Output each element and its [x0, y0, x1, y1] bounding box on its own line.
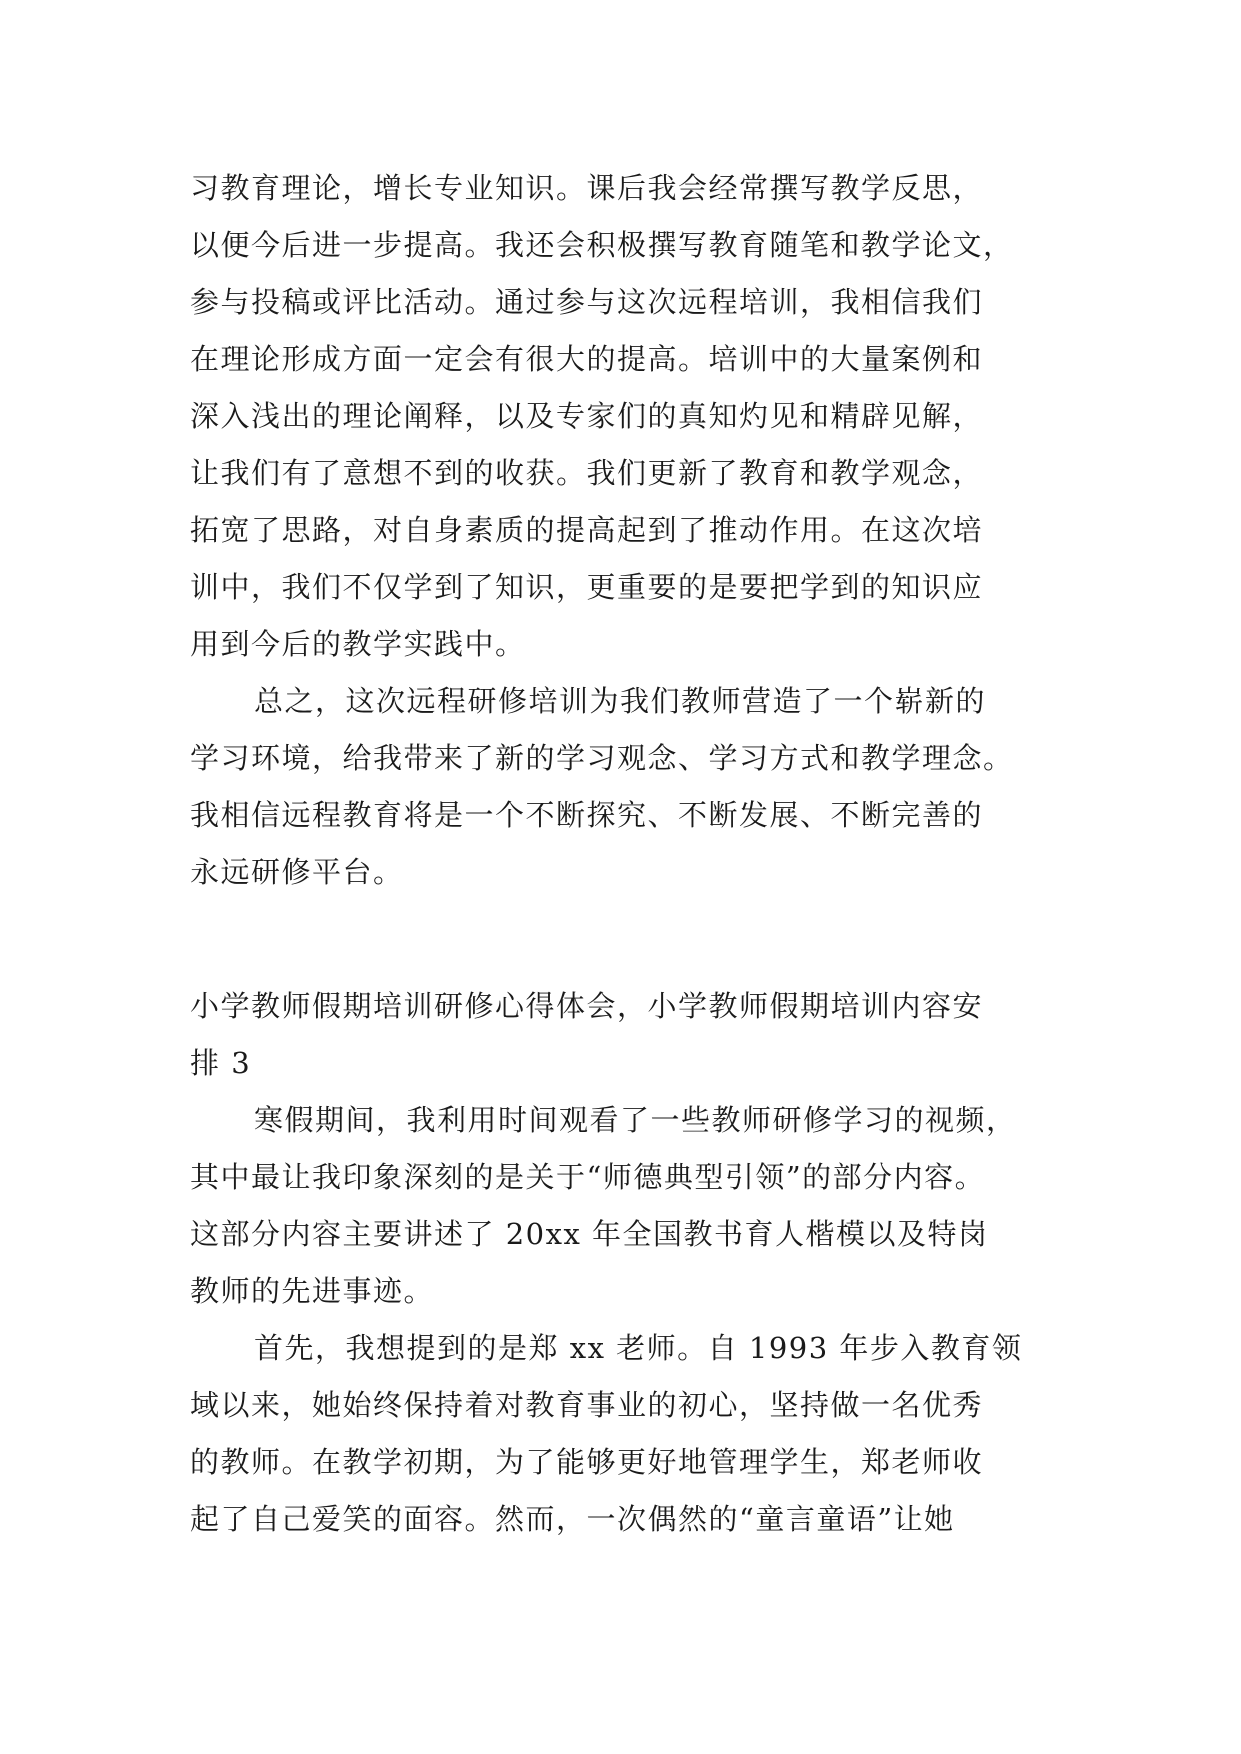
text-line: 永远研修平台。	[190, 855, 404, 889]
text-line: 总之，这次远程研修培训为我们教师营造了一个崭新的	[254, 684, 987, 718]
text-line: 这部分内容主要讲述了 20xx 年全国教书育人楷模以及特岗	[190, 1217, 989, 1251]
text-line: 在理论形成方面一定会有很大的提高。培训中的大量案例和	[190, 342, 984, 376]
text-line: 寒假期间，我利用时间观看了一些教师研修学习的视频，	[254, 1103, 1017, 1137]
text-line: 教师的先进事迹。	[190, 1274, 435, 1308]
text-line: 其中最让我印象深刻的是关于“师德典型引领”的部分内容。	[190, 1160, 986, 1194]
heading-line: 排 3	[190, 1046, 252, 1080]
text-line: 深入浅出的理论阐释，以及专家们的真知灼见和精辟见解，	[190, 399, 984, 433]
text-line: 以便今后进一步提高。我还会积极撰写教育随笔和教学论文，	[190, 228, 1014, 262]
text-line: 首先，我想提到的是郑 xx 老师。自 1993 年步入教育领	[254, 1331, 1023, 1365]
text-line: 参与投稿或评比活动。通过参与这次远程培训，我相信我们	[190, 285, 984, 319]
text-line: 学习环境，给我带来了新的学习观念、学习方式和教学理念。	[190, 741, 1014, 775]
paragraph-4	[190, 1320, 1090, 1548]
text-line: 域以来，她始终保持着对教育事业的初心，坚持做一名优秀	[190, 1388, 984, 1422]
text-line: 训中，我们不仅学到了知识，更重要的是要把学到的知识应	[190, 570, 984, 604]
text-line: 让我们有了意想不到的收获。我们更新了教育和教学观念，	[190, 456, 984, 490]
text-line: 起了自己爱笑的面容。然而，一次偶然的“童言童语”让她	[190, 1502, 955, 1536]
paragraph-1	[190, 160, 1090, 673]
section-heading	[190, 978, 1090, 1092]
paragraph-3	[190, 1092, 1090, 1320]
document-body	[190, 160, 1090, 1548]
text-line: 的教师。在教学初期，为了能够更好地管理学生，郑老师收	[190, 1445, 984, 1479]
paragraph-2	[190, 673, 1090, 901]
text-line: 习教育理论，增长专业知识。课后我会经常撰写教学反思，	[190, 171, 984, 205]
text-line: 拓宽了思路，对自身素质的提高起到了推动作用。在这次培	[190, 513, 984, 547]
text-line: 我相信远程教育将是一个不断探究、不断发展、不断完善的	[190, 798, 984, 832]
heading-line: 小学教师假期培训研修心得体会，小学教师假期培训内容安	[190, 989, 984, 1023]
text-line: 用到今后的教学实践中。	[190, 627, 526, 661]
